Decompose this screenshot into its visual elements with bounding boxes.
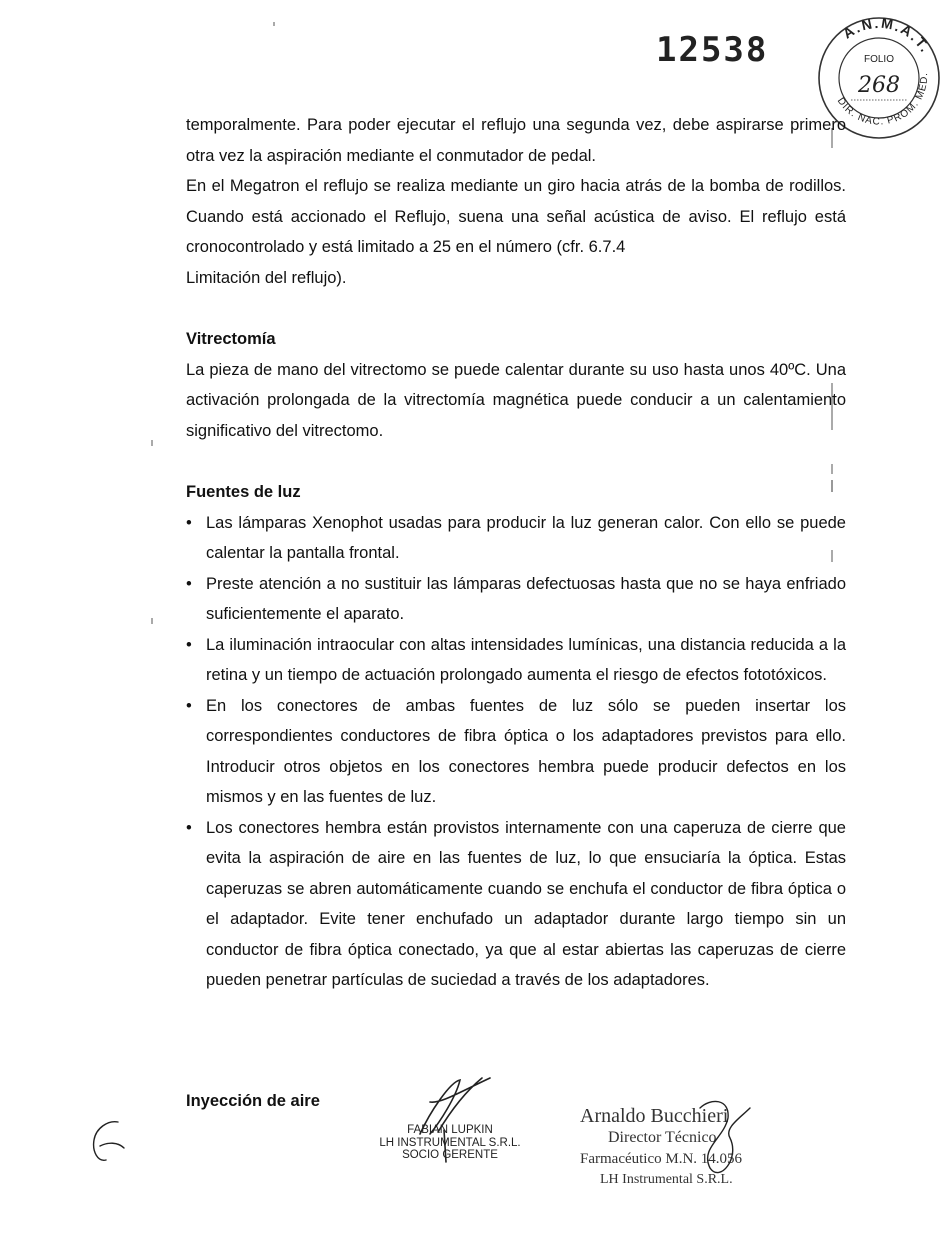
intro-paragraph-3: Limitación del reflujo).: [186, 268, 347, 287]
fuentes-bullet-list: [186, 508, 846, 996]
list-item: • Preste atención a no sustituir las lámparas defectuosas hasta que no se haya enfriado suficientemente el aparato.: [186, 569, 846, 630]
inyeccion-heading: Inyección de aire: [186, 1092, 320, 1110]
stamp-page-number: 268: [858, 73, 900, 98]
signer-right-company: LH Instrumental S.R.L.: [600, 1172, 733, 1187]
stamp-folio-label: FOLIO: [863, 54, 895, 65]
intro-paragraph-2: En el Megatron el reflujo se realiza mediante un giro hacia atrás de la bomba de rodillos. Cuando está accionado el Reflujo, suena una señal acústica de aviso. El reflujo está cronocontrolado y está limitado a 25 en el número (cfr. 6.7.4: [186, 177, 846, 256]
list-item: • La iluminación intraocular con altas intensidades lumínicas, una distancia reducida a la retina y un tiempo de actuación prolongado aumenta el riesgo de efectos fototóxicos.: [186, 630, 846, 691]
document-body: [186, 110, 846, 996]
list-item: • Las lámparas Xenophot usadas para producir la luz generan calor. Con ello se puede calentar la pantalla frontal.: [186, 508, 846, 569]
intro-paragraph-1: temporalmente. Para poder ejecutar el reflujo una segunda vez, debe aspirarse primero otra vez la aspiración mediante el conmutador de pedal.: [186, 116, 846, 165]
vitrectomia-text: La pieza de mano del vitrectomo se puede calentar durante su uso hasta unos 40ºC. Una activación prolongada de la vitrectomía magnética puede conducir a un calentamiento significativo del vitrectomo.: [186, 360, 846, 440]
signer-right-name: Arnaldo Bucchieri: [580, 1105, 729, 1127]
stamp-ring-text: A.N.M.A.T.: [839, 14, 935, 57]
fuentes-heading: Fuentes de luz: [186, 483, 301, 501]
signature-left-block: [360, 1124, 540, 1162]
signer-right-license: Farmacéutico M.N. 14.056: [580, 1151, 743, 1167]
folio-number: 12538: [656, 30, 769, 70]
stamp-bottom-text: DIR. NAC. PROM. MED.: [834, 71, 931, 128]
signer-left-name: FABIAN LUPKIN: [407, 1124, 493, 1136]
signer-left-company: LH INSTRUMENTAL S.R.L.: [379, 1136, 521, 1149]
list-item: • Los conectores hembra están provistos internamente con una caperuza de cierre que evita la aspiración de aire en las fuentes de luz, lo que ensuciaría la óptica. Estas caperuzas se abren automáticamente cuando se enchufa el conductor de fibra óptica o el adaptador. Evite tener enchufado un adaptador durante largo tiempo sin un conductor de fibra óptica conectado, ya que al estar abiertas las caperuzas de cierre pueden penetrar partículas de suciedad a través de los adaptadores.: [186, 813, 846, 996]
svg-text:A.N.M.A.T.: [840, 15, 934, 56]
list-item: • En los conectores de ambas fuentes de luz sólo se pueden insertar los correspondientes conductores de fibra óptica o los adaptadores previstos para ello. Introducir otros objetos en los conectores hembra puede producir defectos en los mismos y en las fuentes de luz.: [186, 691, 846, 813]
vitrectomia-heading: Vitrectomía: [186, 330, 276, 348]
signature-mark-right: [680, 1088, 770, 1188]
signer-right-title: Director Técnico: [608, 1129, 717, 1146]
margin-initial-mark: [78, 1110, 138, 1170]
signer-left-role: SOCIO GERENTE: [402, 1149, 498, 1161]
